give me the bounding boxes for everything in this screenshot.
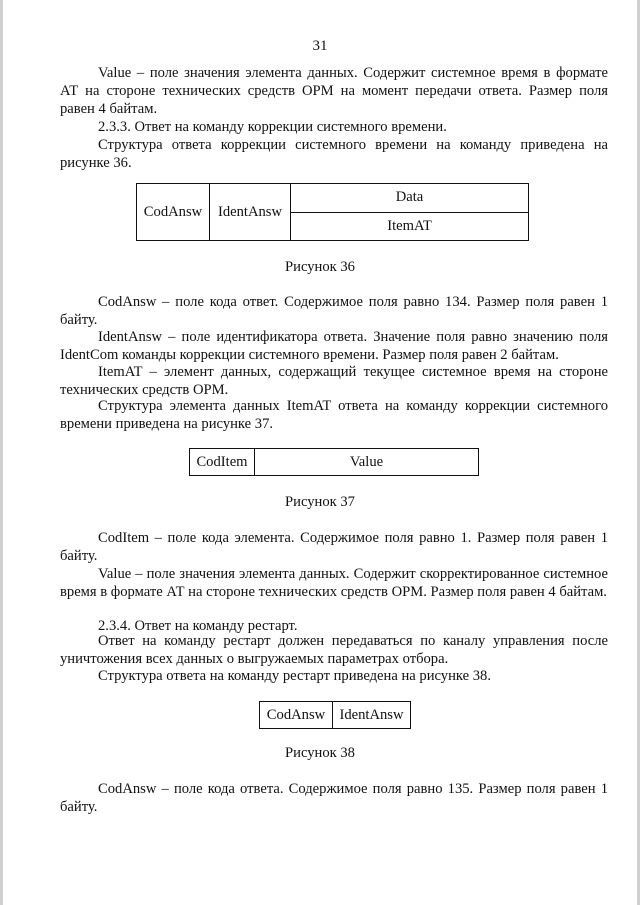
figure-37-caption: Рисунок 37 — [285, 494, 355, 510]
fig38-codansw-cell: CodAnsw — [260, 702, 333, 729]
paragraph-codansw-description: CodAnsw – поле кода ответ. Содержимое поля равно 134. Размер поля равен 1 байту. — [60, 294, 608, 328]
paragraph-identansw-description: IdentAnsw – поле идентификатора ответа. Значение поля равно значению поля IdentCom команды коррекции системного времени. Размер поля равен 2 байтам. — [60, 329, 608, 363]
fig38-identansw-cell: IdentAnsw — [333, 702, 411, 729]
paragraph-restart-response: Ответ на команду рестарт должен передаваться по каналу управления после уничтожения всех данных о выгружаемых параметрах отбора. — [60, 633, 608, 667]
fig36-identansw-cell: IdentAnsw — [210, 184, 291, 241]
paragraph-value2-description: Value – поле значения элемента данных. Содержит скорректированное системное время в формате АТ на стороне технических средств ОРМ. Размер поля равен 4 байтам. — [60, 566, 608, 600]
scan-edge-left — [0, 0, 3, 905]
section-heading-2-3-3: 2.3.3. Ответ на команду коррекции системного времени. — [98, 119, 447, 135]
figure-38-caption: Рисунок 38 — [285, 745, 355, 761]
paragraph-coditem-description: CodItem – поле кода элемента. Содержимое поля равно 1. Размер поля равен 1 байту. — [60, 530, 608, 564]
fig36-codansw-cell: CodAnsw — [137, 184, 210, 241]
figure-36-caption: Рисунок 36 — [285, 259, 355, 275]
paragraph-value-description: Value – поле значения элемента данных. Содержит системное время в формате АТ на стороне технических средств ОРМ на момент передачи ответа. Размер поля равен 4 байтам. — [60, 65, 608, 117]
figure-37-table — [189, 448, 479, 476]
fig36-itemat-cell: ItemAT — [291, 212, 529, 241]
fig37-value-cell: Value — [255, 449, 479, 476]
fig36-data-cell: Data — [291, 184, 529, 213]
paragraph-figure-38-intro: Структура ответа на команду рестарт приведена на рисунке 38. — [98, 668, 491, 684]
figure-36-table — [136, 183, 529, 241]
paragraph-figure-36-intro: Структура ответа коррекции системного времени на команду приведена на рисунке 36. — [60, 137, 608, 171]
fig37-coditem-cell: CodItem — [190, 449, 255, 476]
section-heading-2-3-4: 2.3.4. Ответ на команду рестарт. — [98, 618, 298, 634]
paragraph-codansw-restart-description: CodAnsw – поле кода ответа. Содержимое поля равно 135. Размер поля равен 1 байту. — [60, 781, 608, 815]
paragraph-itemat-description: ItemAT – элемент данных, содержащий текущее системное время на стороне технических средств ОРМ. — [60, 364, 608, 398]
figure-38-table — [259, 701, 411, 729]
paragraph-figure-37-intro: Структура элемента данных ItemAT ответа на команду коррекции системного времени приведена на рисунке 37. — [60, 398, 608, 432]
page-number: 31 — [312, 38, 328, 54]
